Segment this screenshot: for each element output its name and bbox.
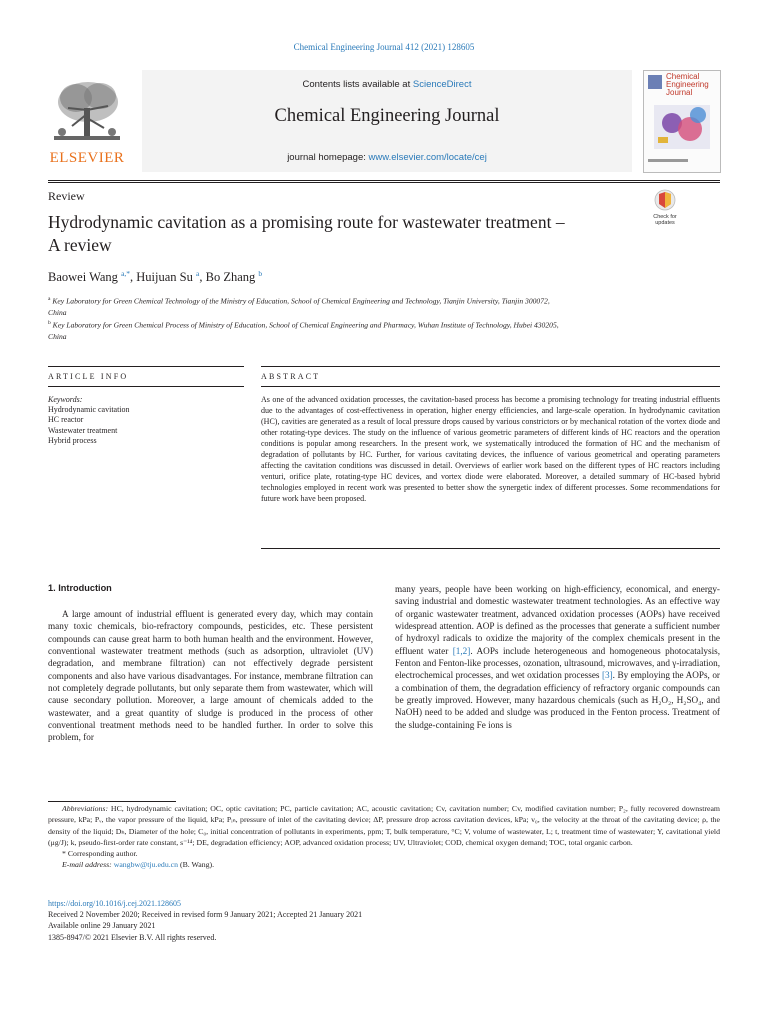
intro-right-column <box>395 583 720 731</box>
abstract-heading: ABSTRACT <box>261 372 321 381</box>
email-suffix: (B. Wang). <box>178 860 215 870</box>
intro-paragraph: A large amount of industrial effluent is generated every day, which may contain many toxic chemicals, bio-refractory compounds, pesticides, etc. These persistent compounds can cause great harm to both human health and the environment. However, conventional wastewater treatment methods (such as adsorption, ultraviolet (UV) degradation, and membrane filtration) can not effectively degrade persistent components and also have various disadvantages. For instance, membrane filtration can not completely degrade pollutants, but only separate them from wastewater, which will cause secondary pollution. Moreover, a large amount of chemicals added to the wastewater, and a great quantity of sludge is produced in the process of other conventional treatment methods need to be handled further. In order to solve this problem, for <box>48 609 373 743</box>
intro-paragraph <box>395 583 720 731</box>
article-info-rule <box>48 386 244 387</box>
homepage-label: journal homepage: <box>287 152 369 163</box>
homepage-link[interactable]: www.elsevier.com/locate/cej <box>368 152 487 163</box>
cover-title-line: Chemical <box>666 72 700 81</box>
author-affiliation-marker[interactable]: a,* <box>121 269 131 278</box>
keyword: Hydrodynamic cavitation <box>48 405 130 415</box>
elsevier-tree-logo-icon <box>48 78 126 148</box>
journal-reference[interactable]: Chemical Engineering Journal 412 (2021) 128605 <box>293 42 475 52</box>
article-info-rule <box>48 366 244 367</box>
author[interactable] <box>136 270 205 284</box>
author-affiliation-marker[interactable]: b <box>258 269 263 278</box>
check-for-updates-label <box>646 214 684 226</box>
author[interactable] <box>206 270 263 284</box>
reference-link[interactable]: [3] <box>601 670 613 681</box>
email-label: E-mail address: <box>62 860 114 870</box>
abstract-rule <box>261 386 720 387</box>
author-list <box>48 269 262 285</box>
copyright-notice: 1385-8947/© 2021 Elsevier B.V. All rights reserved. <box>48 932 217 942</box>
article-info-heading: ARTICLE INFO <box>48 372 129 381</box>
affiliation-marker: a <box>48 296 51 302</box>
author-separator: , <box>199 270 206 285</box>
cover-title-line: Journal <box>666 88 693 97</box>
affiliation <box>48 294 638 319</box>
affiliation-text: China <box>48 332 67 342</box>
author-name: Baowei Wang <box>48 270 118 285</box>
contents-line <box>142 79 632 90</box>
abstract-text: As one of the advanced oxidation processes, the cavitation-based process has become a promising technology for treating industrial effluents due to the advantages of cost-effectiveness in operation, higher energy efficiencies, and large-scale operation. In hydrodynamic cavitation (HC), cavities are generated as a result of local pressure drops caused by various constrictors or by mechanical rotation of the vortex diode and other rotating-type devices. The study on the influence of various geometric parameters of different kinds of HC reactors and the operation conditions is popular among researchers. In the present work, we systematically introduced the formation of HC and the mechanism of degradation of pollutants by HC. Further, for various cavitating devices, the influence of various geometrical and operating parameters affecting the cavitation conditions was discussed in detail. Overviews of earlier work based on the different types of HC reactors including venturi, orifice plate, rotating-type HC devices, and vortex diode were elaborated. Moreover, a detailed summary of HC-based hybrid technologies employed in recent work was presented to better show the synergetic index of different processes. Some recommendations for future work have been proposed. <box>261 395 720 504</box>
affiliation-text: China <box>48 308 67 318</box>
journal-title: Chemical Engineering Journal <box>274 106 500 126</box>
article-title-line: Hydrodynamic cavitation as a promising route for wastewater treatment – <box>48 212 565 232</box>
affiliation-text: Key Laboratory for Green Chemical Technology of the Ministry of Education, School of Chemical Engineering and Technology, Tianjin University, Tianjin 300072, <box>52 296 550 306</box>
article-title-line: A review <box>48 235 112 255</box>
abbreviations-footnote <box>48 803 720 848</box>
author-name: Bo Zhang <box>205 270 256 285</box>
available-online: Available online 29 January 2021 <box>48 921 156 931</box>
footnote-rule <box>48 801 176 802</box>
author-affiliation-marker[interactable]: a <box>196 269 200 278</box>
author-separator: , <box>130 270 137 285</box>
keywords-block <box>48 395 130 446</box>
received-dates: Received 2 November 2020; Received in revised form 9 January 2021; Accepted 21 January 2021 <box>48 910 363 920</box>
abbreviations-text: HC, hydrodynamic cavitation; OC, optic cavitation; PC, particle cavitation; AC, acoustic cavitation; Cv, cavitation number; Cv, modified cavitation number; P₂, fully recovered downstream pressure, kPa; Pᵥ, the vapor pressure of the liquid, kPa; Pᵢₙ, pressure of inlet of the cavitating device; ΔP, pressure drop across cavitation devices, kPa; v₀, the velocity at the throat of the cavitating device; ρ, the density of the liquid; Dₕ, Diameter of the hole; C₀, initial concentration of pollutants in experiments, ppm; T, bulk temperature, °C; V, volume of wastewater, L; t, treatment time of wastewater; Y, cavitational yield (μg/J); k, pseudo-first-order rate constant, s⁻¹⁴; DE, degradation efficiency; AOP, advanced oxidation process; UV, Ultraviolet; COD, chemical oxygen demand; TOC, total organic carbon. <box>48 804 720 847</box>
elsevier-wordmark: ELSEVIER <box>49 150 125 166</box>
affiliation <box>48 318 638 343</box>
email-link[interactable]: wangbw@tju.edu.cn <box>113 860 179 870</box>
sciencedirect-link[interactable]: ScienceDirect <box>412 79 472 90</box>
header-rule-thin <box>48 182 720 183</box>
intro-text: . By employing the AOPs, or a combination of them, the degradation efficiency of refractory organic compounds can be greatly improved. However, many hazardous chemicals (such as H₂O₂, H₂SO₄, and NaOH) need to be added and sludge was produced in the Fenton process. Treatment of the sludge-containing Fe ions is <box>395 670 720 730</box>
publication-info <box>48 898 362 943</box>
reference-link[interactable]: [1,2] <box>452 645 471 656</box>
keyword: Wastewater treatment <box>48 425 118 435</box>
header-rule <box>48 180 720 181</box>
abstract-bottom-rule <box>261 548 720 549</box>
email-footnote <box>48 859 720 870</box>
author[interactable] <box>48 270 136 284</box>
keywords-label: Keywords: <box>48 395 83 404</box>
section-heading-introduction: 1. Introduction <box>48 583 112 593</box>
cover-title <box>666 73 709 97</box>
intro-text: . AOPs include heterogeneous and homogeneous photocatalysis, Fenton and Fenton-like processes, ozonation, ultrasound, microwaves, and γ-irradiation, electrochemical processes, and wet oxidation processes <box>395 645 720 681</box>
affiliation-marker: b <box>48 320 51 326</box>
article-title <box>48 211 648 257</box>
affiliation-text: Key Laboratory for Green Chemical Process of Ministry of Education, School of Chemical Engineering and Pharmacy, Wuhan Institute of Technology, Hubei 430205, <box>52 320 559 330</box>
intro-text: many years, people have been working on high-efficiency, economical, and energy-saving industrial and domestic wastewater treatment technologies. As an effective way of organic wastewater treatment, advanced oxidation processes (AOPs) have received widespread attention. AOP is defined as the processes that generate a sufficient number of hydroxyl radicals to oxidize the majority of the complex chemicals present in the effluent water <box>395 584 720 656</box>
keyword: Hybrid process <box>48 435 97 445</box>
contents-prefix: Contents lists available at <box>302 79 413 90</box>
article-type: Review <box>48 189 85 203</box>
doi-link[interactable]: https://doi.org/10.1016/j.cej.2021.128605 <box>48 899 181 908</box>
intro-left-column <box>48 608 373 744</box>
footnotes <box>48 803 720 871</box>
abstract-rule <box>261 366 720 367</box>
corresponding-author-note: * Corresponding author. <box>62 849 138 859</box>
author-name: Huijuan Su <box>136 270 193 285</box>
cover-title-line: Engineering <box>666 80 709 89</box>
check-updates-line: Check for <box>653 214 677 220</box>
abbreviations-label: Abbreviations: <box>62 804 109 813</box>
journal-homepage <box>142 152 632 163</box>
keyword: HC reactor <box>48 415 84 425</box>
check-updates-line: updates <box>655 220 675 226</box>
